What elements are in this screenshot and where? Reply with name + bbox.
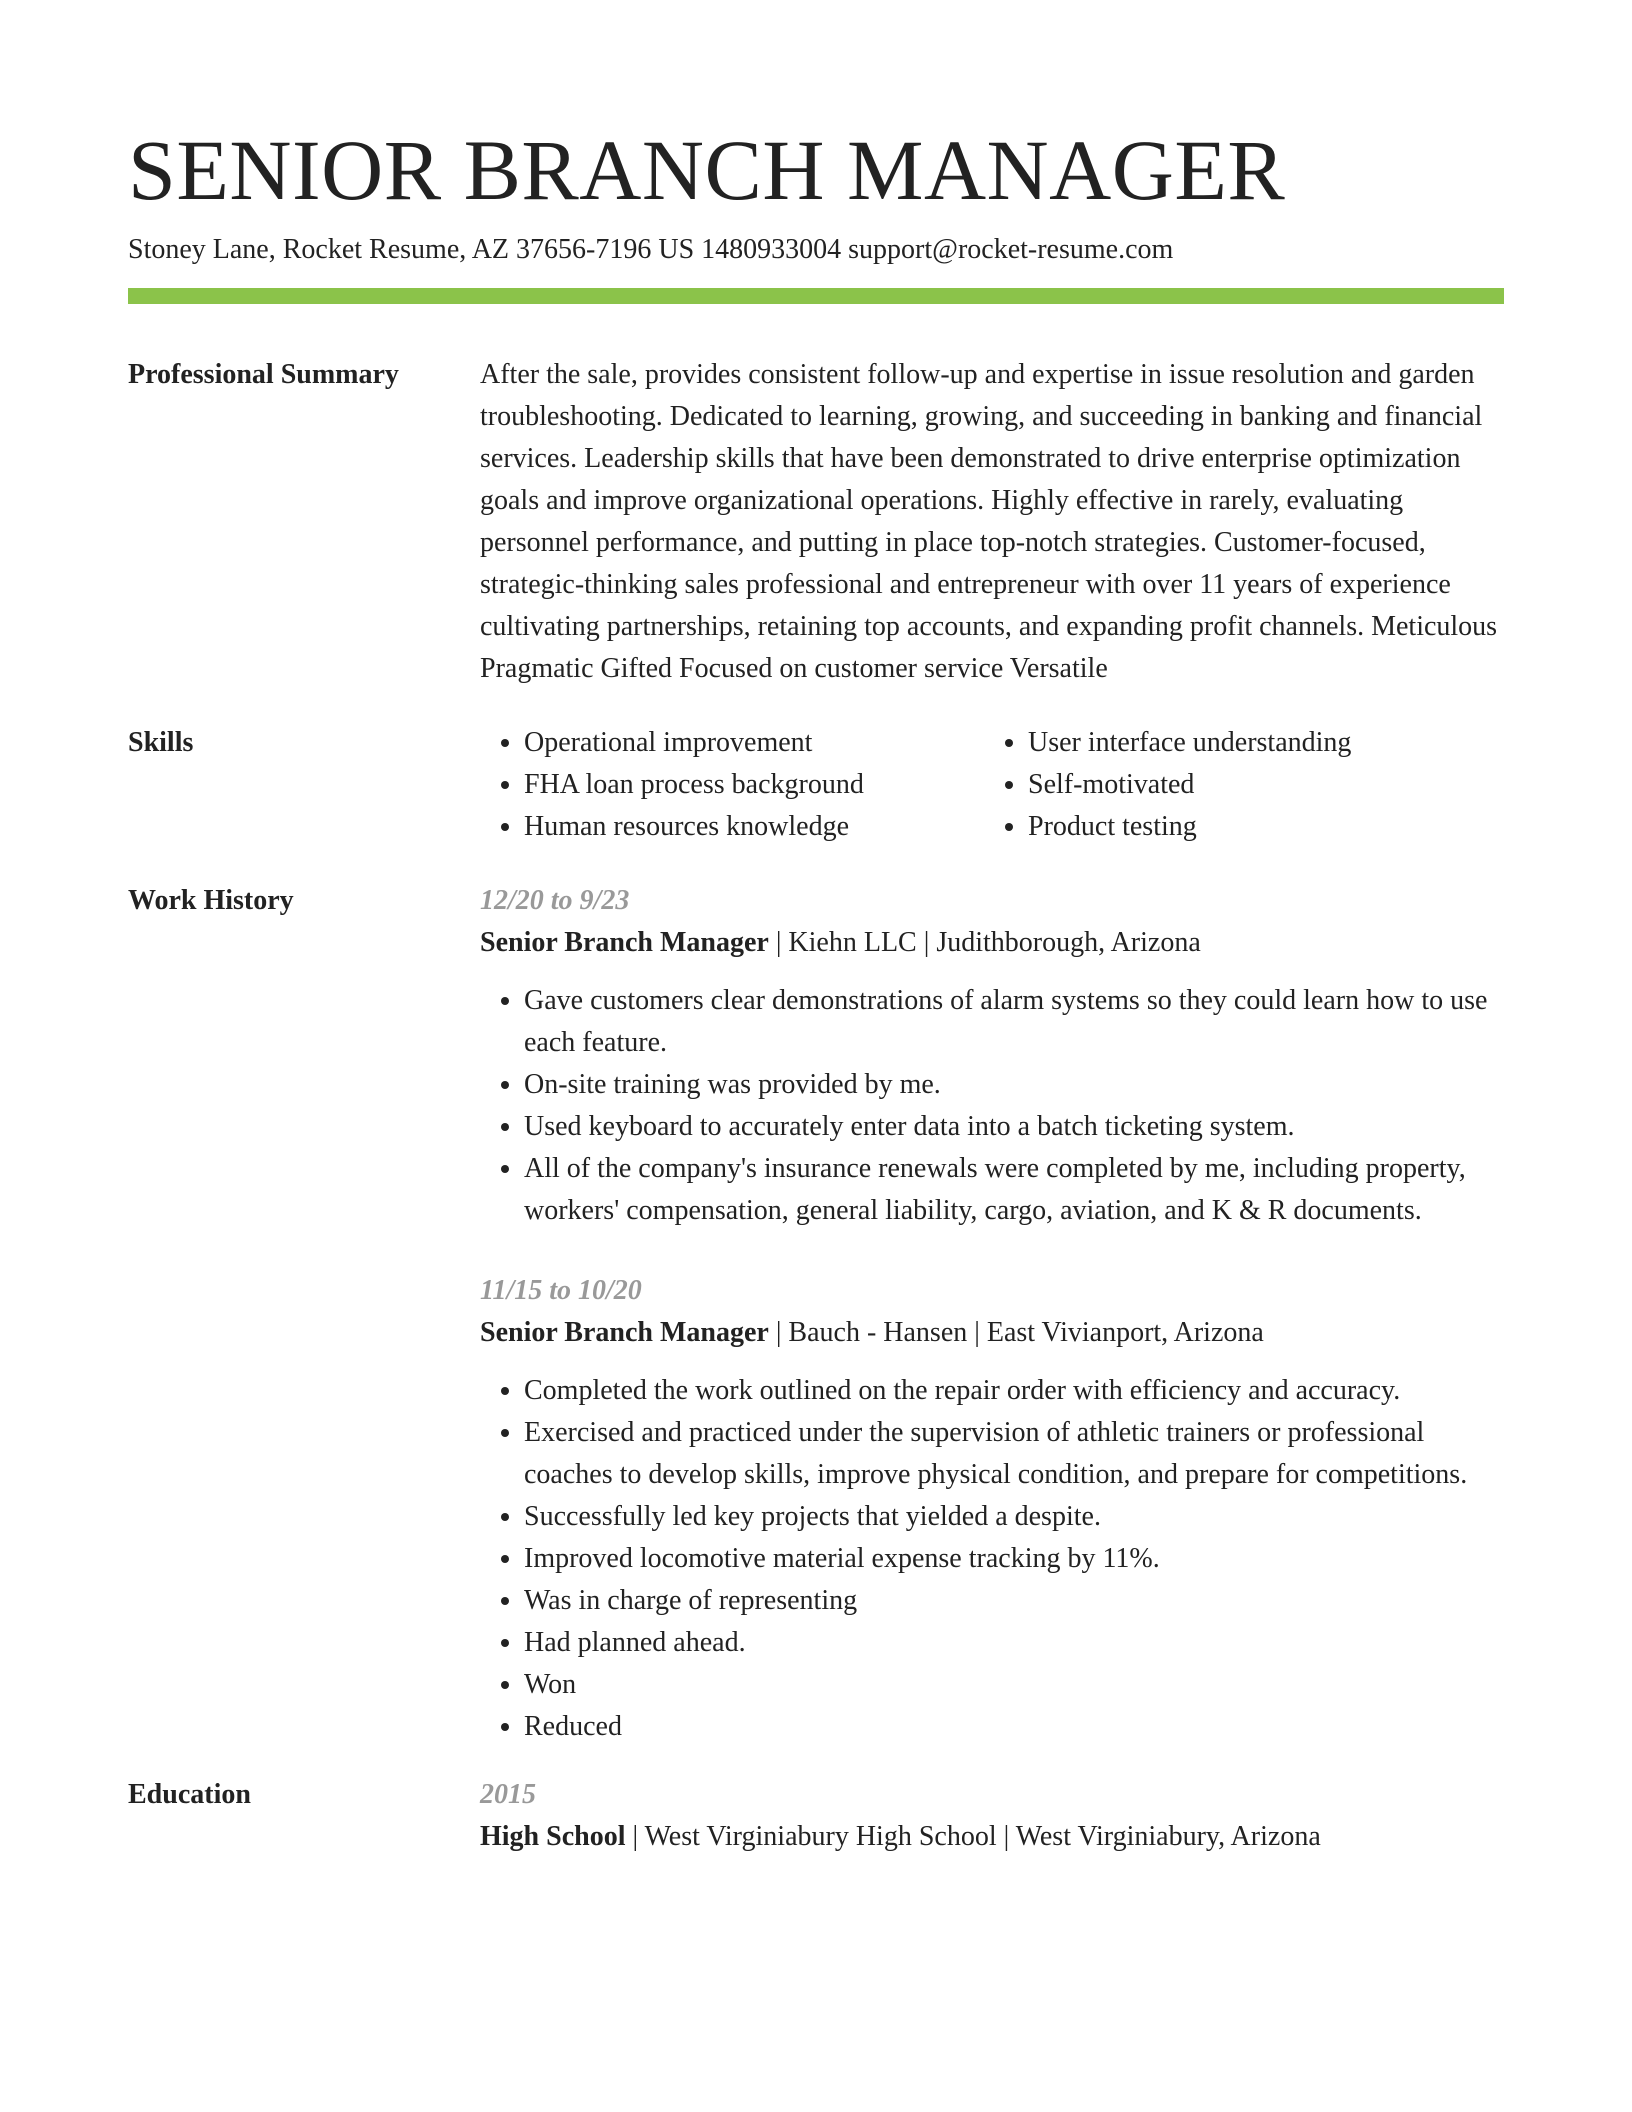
job-heading (480, 922, 1504, 964)
job-dates: 11/15 to 10/20 (480, 1275, 642, 1306)
resume-name: SENIOR BRANCH MANAGER (128, 122, 1286, 218)
skill-item: • Operational improvement (524, 722, 984, 764)
skills-list-right (984, 722, 1488, 848)
job-bullet: • Was in charge of representing (524, 1580, 1504, 1622)
education-dates: 2015 (480, 1779, 536, 1810)
job-bullet: • Completed the work outlined on the repair order with efficiency and accuracy. (524, 1370, 1504, 1412)
summary-section (128, 354, 1504, 690)
education-school-location: | West Virginiabury High School | West Virginiabury, Arizona (625, 1821, 1321, 1852)
job-bullet: • On-site training was provided by me. (524, 1064, 1504, 1106)
job-bullet: • All of the company's insurance renewals were completed by me, including property, workers' compensation, general liability, cargo, aviation, and K & R documents. (524, 1148, 1504, 1232)
skills-section (128, 722, 1504, 848)
skills-body (480, 722, 1504, 848)
work-history-section (128, 880, 1504, 1748)
job-dates: 12/20 to 9/23 (480, 885, 630, 916)
skill-item: • User interface understanding (1028, 722, 1488, 764)
job-entry (480, 880, 1504, 1232)
job-employer-location: | Bauch - Hansen | East Vivianport, Arizona (768, 1317, 1264, 1348)
skill-item: • Product testing (1028, 806, 1488, 848)
job-bullet: • Used keyboard to accurately enter data into a batch ticketing system. (524, 1106, 1504, 1148)
job-bullets (480, 980, 1504, 1232)
job-bullet: • Had planned ahead. (524, 1622, 1504, 1664)
job-bullet: • Gave customers clear demonstrations of alarm systems so they could learn how to use each feature. (524, 980, 1504, 1064)
education-body (480, 1774, 1504, 1858)
job-bullet: • Reduced (524, 1706, 1504, 1748)
summary-label: Professional Summary (128, 359, 399, 390)
work-history-label: Work History (128, 885, 294, 916)
job-bullet: • Won (524, 1664, 1504, 1706)
job-heading (480, 1312, 1504, 1354)
education-label: Education (128, 1779, 251, 1810)
education-degree: High School (480, 1821, 626, 1852)
contact-line: Stoney Lane, Rocket Resume, AZ 37656-7196 US 1480933004 support@rocket-resume.com (128, 234, 1174, 265)
education-heading (480, 1816, 1504, 1858)
skill-item: • Human resources knowledge (524, 806, 984, 848)
job-employer-location: | Kiehn LLC | Judithborough, Arizona (768, 927, 1201, 958)
job-bullet: • Exercised and practiced under the supervision of athletic trainers or professional coaches to develop skills, improve physical condition, and prepare for competitions. (524, 1412, 1504, 1496)
job-title: Senior Branch Manager (480, 1317, 769, 1348)
resume-page (128, 0, 1504, 1858)
skill-item: • Self-motivated (1028, 764, 1488, 806)
education-section (128, 1774, 1504, 1858)
job-bullets (480, 1370, 1504, 1748)
work-history-body (480, 880, 1504, 1748)
accent-rule (128, 288, 1504, 304)
job-title: Senior Branch Manager (480, 927, 769, 958)
skills-list-left (480, 722, 984, 848)
job-bullet: • Improved locomotive material expense tracking by 11%. (524, 1538, 1504, 1580)
skills-grid (480, 722, 1504, 848)
job-bullet: • Successfully led key projects that yielded a despite. (524, 1496, 1504, 1538)
skills-label: Skills (128, 727, 194, 758)
summary-text: After the sale, provides consistent follow-up and expertise in issue resolution and garden troubleshooting. Dedicated to learning, growing, and succeeding in banking and financial services. Leadership skills that have been demonstrated to drive enterprise optimization goals and improve organizational operations. Highly effective in rarely, evaluating personnel performance, and putting in place top-notch strategies. Customer-focused, strategic-thinking sales professional and entrepreneur with over 11 years of experience cultivating partnerships, retaining top accounts, and expanding profit channels. Meticulous Pragmatic Gifted Focused on customer service Versatile (480, 359, 1498, 684)
job-entry (480, 1270, 1504, 1748)
skill-item: • FHA loan process background (524, 764, 984, 806)
